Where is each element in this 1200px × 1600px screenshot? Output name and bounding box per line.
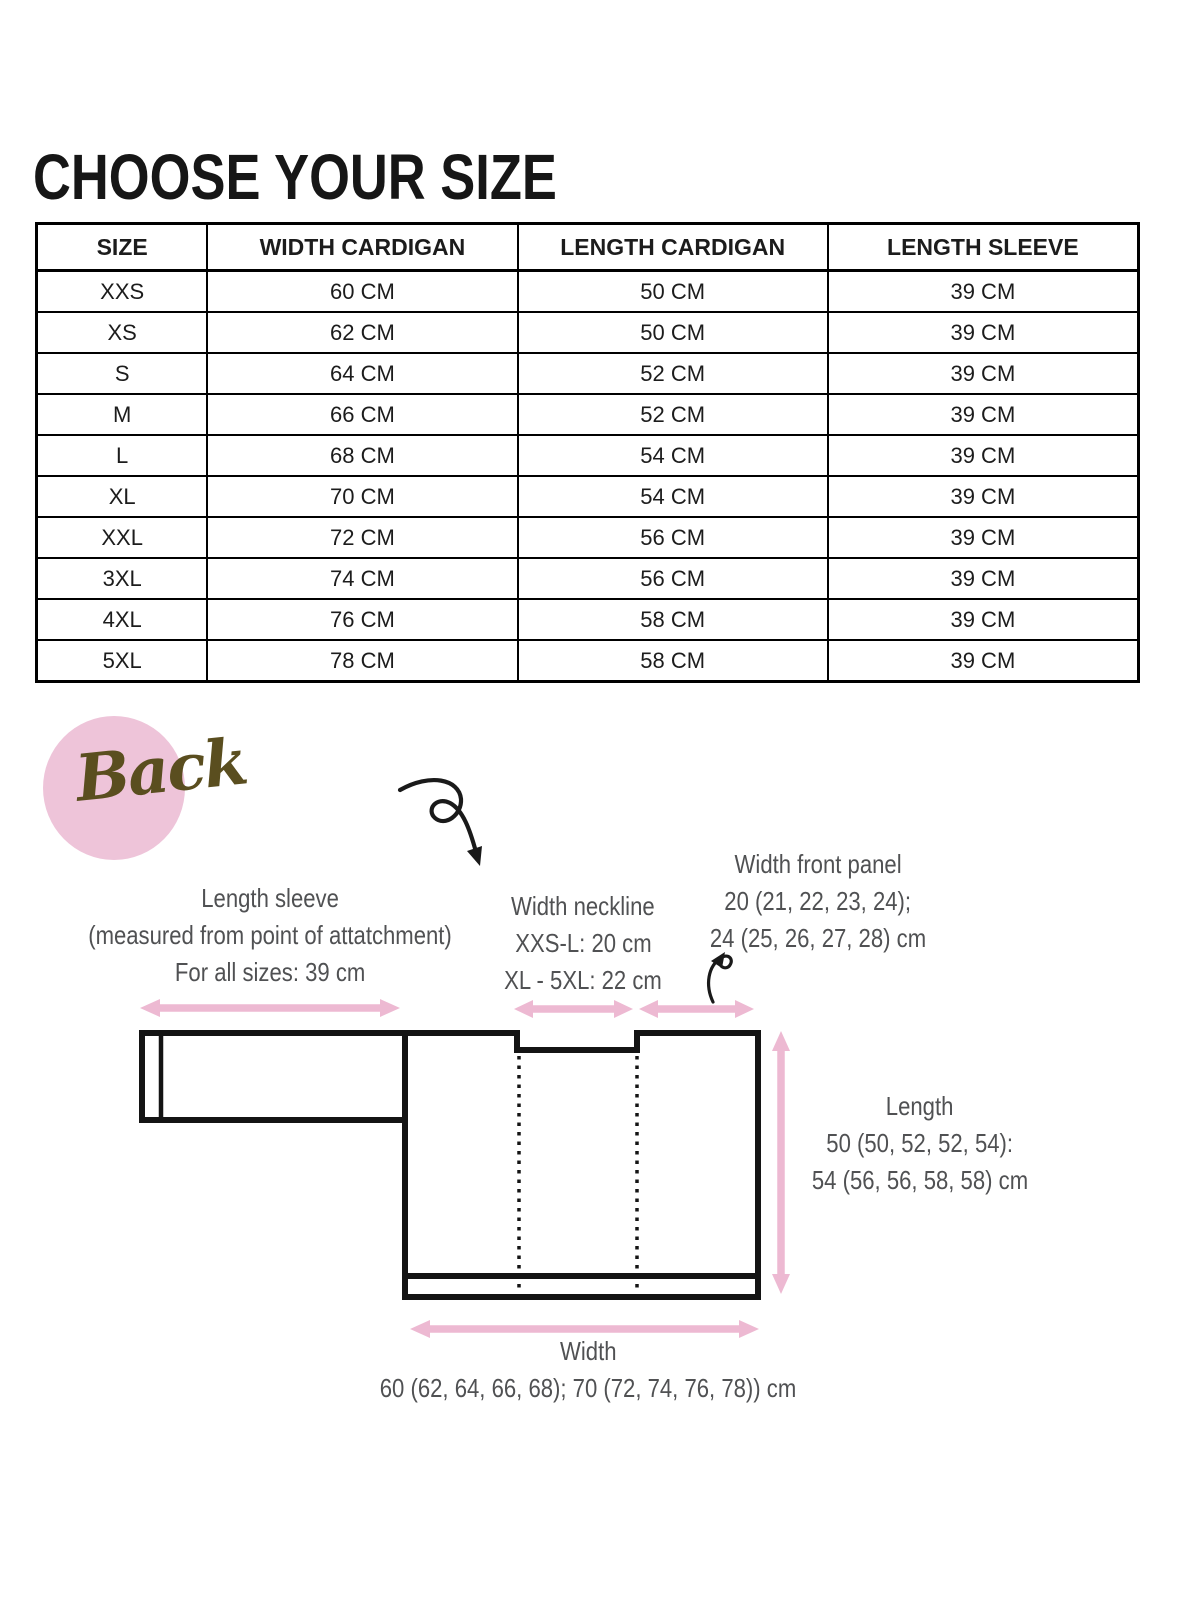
measurement-cell: 39 CM (828, 353, 1139, 394)
column-header-length-sleeve: LENGTH SLEEVE (828, 224, 1139, 271)
measurement-cell: 76 CM (207, 599, 517, 640)
measurement-cell: 66 CM (207, 394, 517, 435)
measurement-cell: 58 CM (518, 640, 828, 682)
table-row (37, 271, 1139, 313)
table-row (37, 312, 1139, 353)
measurement-cell: 39 CM (828, 435, 1139, 476)
size-cell: XXS (37, 271, 208, 313)
measurement-cell: 39 CM (828, 517, 1139, 558)
measurement-cell: 39 CM (828, 599, 1139, 640)
front-panel-width-arrow (639, 1000, 754, 1018)
table-row (37, 476, 1139, 517)
body-length-arrow (772, 1031, 790, 1294)
label-length-sleeve: Length sleeve (measured from point of attatchment) For all sizes: 39 cm (88, 883, 452, 987)
table-row (37, 599, 1139, 640)
measurement-cell: 70 CM (207, 476, 517, 517)
measurement-cell: 39 CM (828, 558, 1139, 599)
curved-arrow-doodle-icon (390, 760, 500, 880)
size-cell: S (37, 353, 208, 394)
table-row (37, 394, 1139, 435)
column-header-width-cardigan: WIDTH CARDIGAN (207, 224, 517, 271)
neckline-width-arrow (514, 1000, 633, 1018)
measurement-cell: 39 CM (828, 271, 1139, 313)
measurement-cell: 56 CM (518, 517, 828, 558)
column-header-length-cardigan: LENGTH CARDIGAN (518, 224, 828, 271)
size-cell: 5XL (37, 640, 208, 682)
measurement-cell: 56 CM (518, 558, 828, 599)
measurement-cell: 50 CM (518, 312, 828, 353)
table-row (37, 517, 1139, 558)
size-cell: 3XL (37, 558, 208, 599)
measurement-cell: 52 CM (518, 353, 828, 394)
measurement-cell: 68 CM (207, 435, 517, 476)
table-row (37, 435, 1139, 476)
size-cell: 4XL (37, 599, 208, 640)
size-cell: XS (37, 312, 208, 353)
table-row (37, 640, 1139, 682)
label-width-front-panel: Width front panel 20 (21, 22, 23, 24); 24 (25, 26, 27, 28) cm (709, 849, 927, 953)
label-width-neckline: Width neckline XXS-L: 20 cm XL - 5XL: 22 cm (504, 891, 662, 995)
size-table-header-row (37, 224, 1139, 271)
sleeve-length-arrow (140, 999, 400, 1017)
measurement-cell: 72 CM (207, 517, 517, 558)
measurement-cell: 78 CM (207, 640, 517, 682)
measurement-cell: 62 CM (207, 312, 517, 353)
cardigan-back-diagram (100, 940, 820, 1350)
back-badge-label: Back (72, 724, 250, 817)
measurement-cell: 39 CM (828, 640, 1139, 682)
squiggle-arrow-icon (709, 952, 732, 1002)
measurement-cell: 39 CM (828, 312, 1139, 353)
measurement-cell: 39 CM (828, 476, 1139, 517)
label-width: Width 60 (62, 64, 66, 68); 70 (72, 74, 76, 78)) cm (379, 1336, 797, 1403)
size-cell: M (37, 394, 208, 435)
label-length: Length 50 (50, 52, 52, 54): 54 (56, 56, 58, 58) cm (811, 1091, 1029, 1195)
size-table-body (37, 271, 1139, 682)
size-table-head (37, 224, 1139, 271)
size-cell: L (37, 435, 208, 476)
measurement-cell: 54 CM (518, 476, 828, 517)
measurement-cell: 54 CM (518, 435, 828, 476)
size-cell: XL (37, 476, 208, 517)
column-header-size: SIZE (37, 224, 208, 271)
size-cell: XXL (37, 517, 208, 558)
page-title: CHOOSE YOUR SIZE (33, 141, 557, 213)
size-table (35, 222, 1140, 683)
body-width-arrow (410, 1320, 759, 1338)
body-outline (405, 1033, 758, 1297)
table-row (37, 558, 1139, 599)
measurement-cell: 52 CM (518, 394, 828, 435)
measurement-cell: 50 CM (518, 271, 828, 313)
table-row (37, 353, 1139, 394)
measurement-cell: 74 CM (207, 558, 517, 599)
sleeve-outline (142, 1033, 405, 1120)
measurement-cell: 58 CM (518, 599, 828, 640)
measurement-cell: 64 CM (207, 353, 517, 394)
measurement-cell: 60 CM (207, 271, 517, 313)
measurement-cell: 39 CM (828, 394, 1139, 435)
